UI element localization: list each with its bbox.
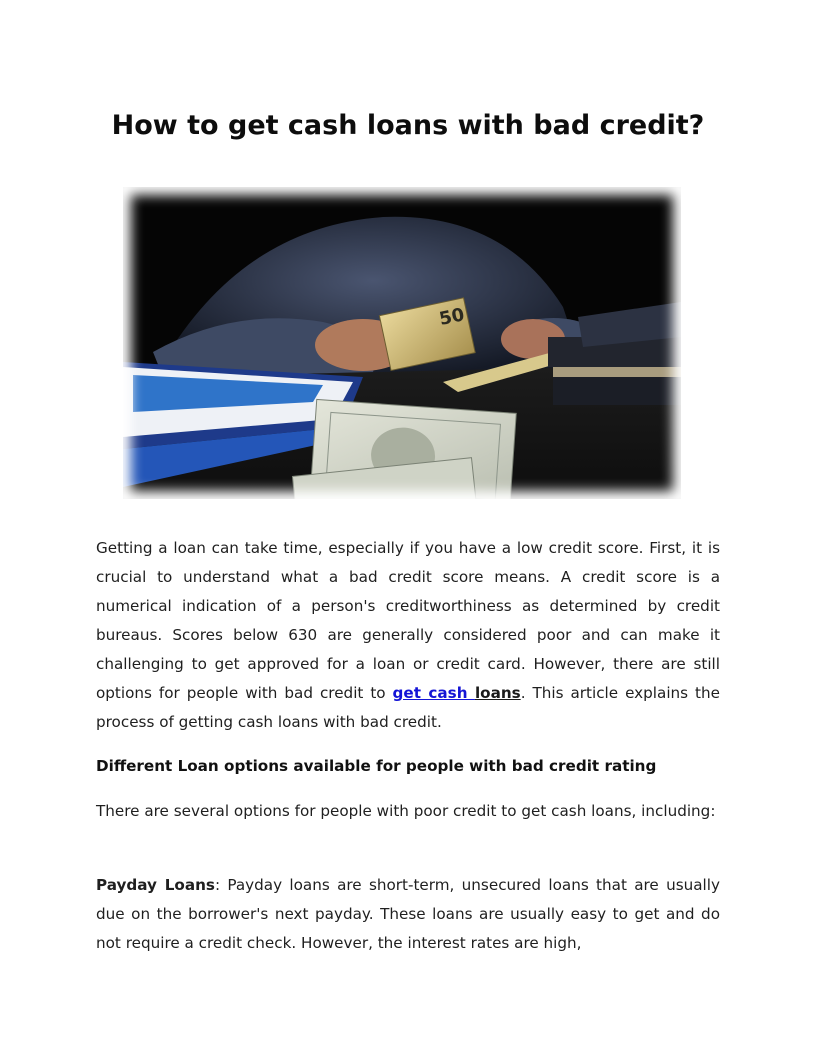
intro-paragraph (96, 534, 720, 737)
section-heading: Different Loan options available for people with bad credit rating (96, 757, 657, 775)
photo-money-hands-icon (123, 187, 681, 499)
options-paragraph: There are several options for people with poor credit to get cash loans, including: (96, 802, 716, 820)
banknote-label: 50 (437, 304, 467, 331)
payday-term: Payday Loans (96, 876, 215, 894)
payday-paragraph (96, 871, 720, 958)
intro-text-end: . This article explains the process of getting cash loans with bad credit. (96, 684, 720, 731)
loans-link[interactable]: loans (474, 684, 521, 702)
page-title: How to get cash loans with bad credit? (111, 110, 705, 141)
payday-text: : Payday loans are short-term, unsecured loans that are usually due on the borrower's next payday. These loans are usually easy to get and do not require a credit check. However, the interest rates are high, (96, 876, 720, 952)
article-photo (123, 187, 681, 499)
get-cash-link[interactable]: get cash (392, 684, 475, 702)
intro-text: Getting a loan can take time, especially if you have a low credit score. First, it is crucial to understand what a bad credit score means. A credit score is a numerical indication of a person's creditworthiness as determined by credit bureaus. Scores below 630 are generally considered poor and can make it challenging to get approved for a loan or credit card. However, there are still options for people with bad credit to (96, 539, 720, 702)
